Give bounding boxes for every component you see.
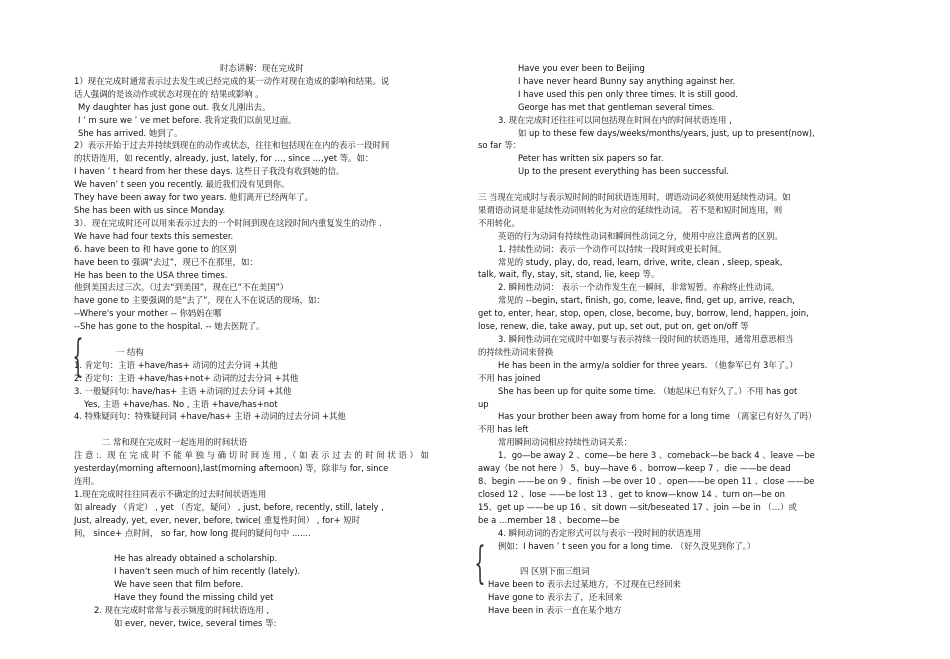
left-text-line: 1）现在完成时通常表示过去发生或已经完成的某一动作对现在造成的影响和结果。说 (74, 75, 390, 86)
right-text-line: 果谓语动词是非延续性动词则转化为对应的延续性动词。 若不是和短时间连用，则 (478, 204, 783, 215)
left-text-line: 他到美国去过三次。（过去“到美国”，现在已“不在美国”） (74, 282, 289, 293)
left-text-line: I ’ m sure we ’ ve met before. 我肯定我们以前见过面。 (78, 114, 297, 125)
left-text-line (74, 540, 472, 553)
right-text-line: He has been in the army/a soldier for three years. （他参军已有 3年了。） (498, 359, 798, 370)
left-text-line: 话人强调的是该动作或状态对现在的 结果或影响 。 (74, 88, 264, 99)
right-text-line: closed 12 、lose ——be lost 13 、get to know—know 14 、turn on—be on (478, 488, 785, 499)
right-text-line: Have you ever been to Beijing (518, 63, 645, 73)
left-text-line: They have been away for two years. 他们离开已经两年了。 (74, 192, 313, 203)
right-text-line: 三 当现在完成时与表示短时间的时间状语连用时，谓语动词必须使用延续性动词。如 (478, 192, 791, 203)
right-text-line (478, 178, 870, 191)
left-text-line: 4. 特殊疑问句：特殊疑问词 +have/has+ 主语 +动词的过去分词 +其他 (74, 411, 346, 422)
left-text-line: have gone to 主要强调的是“去了”，现在人不在说话的现场，如： (74, 295, 325, 306)
right-text-line: away（be not here ） 5、buy—have 6 、borrow—keep 7 、die ——be dead (478, 463, 791, 474)
left-text-line: have been to 强调“去过”，现已不在那里，如： (74, 256, 258, 267)
right-text-line: 的持续性动词来替换 (478, 346, 554, 357)
right-text-line: get to, enter, hear, stop, open, close, become, buy, borrow, lend, happen, join, (478, 308, 809, 319)
left-text-line: 1. 肯定句：主语 +have/has+ 动词的过去分词 +其他 (74, 359, 278, 370)
left-text-line: We have seen that film before. (114, 579, 244, 590)
right-column (478, 62, 870, 617)
left-text-line: Yes, 主语 +have/has. No , 主语 +have/has+not (84, 398, 278, 409)
right-text-line: Up to the present everything has been successful. (518, 166, 730, 177)
right-text-line: 如 up to these few days/weeks/months/years, just, up to present(now), (518, 127, 815, 138)
left-column (74, 62, 472, 630)
right-text-line: 1. 持续性动词：表示一个动作可以持续一段时间或更长时间。 (498, 243, 727, 254)
right-text-line: 不用 has left (478, 424, 529, 435)
right-text-line: 四 区别下面三组词 (520, 566, 590, 577)
right-text-line: 常见的 study, play, do, read, learn, drive, write, clean , sleep, speak, (498, 256, 783, 267)
left-text-line: 如 already （肯定） , yet （否定，疑问） , just, before, recently, still, lately , (74, 501, 384, 512)
left-text-line: We have had four texts this semester. (74, 230, 234, 241)
left-text-line (74, 333, 472, 346)
left-text-line: I haven't seen much of him recently (lately). (114, 566, 301, 577)
left-text-line: I haven ’ t heard from her these days. 这些日子我没有收到她的信。 (74, 166, 345, 177)
right-text-line: 不用转化。 (478, 217, 520, 228)
left-text-line: She has arrived. 她到了。 (78, 127, 183, 138)
left-text-line: 3）．现在完成时还可以用来表示过去的一个时间到现在这段时间内重复发生的动作 . (74, 217, 382, 228)
left-text-line: He has already obtained a scholarship. (114, 553, 278, 564)
right-text-line: talk, wait, fly, stay, sit, stand, lie, keep 等。 (478, 269, 660, 280)
right-text-line: 15、get up ——be up 16 、sit down —sit/beseated 17 、join —be in （…）或 (478, 501, 797, 512)
left-text-line: 3. 一般疑问句: have/has+ 主语 +动词的过去分词 +其他 (74, 385, 292, 396)
left-text-line: 间， since+ 点时间， so far, how long 提问的疑问句中 ....... (74, 527, 311, 538)
right-text-line: 3. 瞬间性动词在完成时中如要与表示持续一段时间的状语连用，通常用意思相当 (498, 334, 794, 345)
left-text-line: 连用。 (74, 475, 100, 486)
left-text-line: --She has gone to the hospital. -- 她去医院了。 (74, 321, 265, 332)
right-text-line: lose, renew, die, take away, put up, set out, put on, get on/off 等 (478, 321, 749, 332)
right-text-line: 不用 has joined (478, 372, 541, 383)
left-text-line: She has been with us since Monday. (74, 204, 226, 215)
right-text-line: 例如：I haven ’ t seen you for a long time. （好久没见到你了。） (498, 540, 756, 551)
right-text-line: I have never heard Bunny say anything against her. (518, 75, 736, 86)
left-text-line: My daughter has just gone out. 我女儿刚出去。 (78, 101, 271, 112)
right-text-line: 常用瞬间动词相应持续性动词关系： (498, 437, 632, 448)
right-text-line: Have been in 表示一直在某个地方 (488, 605, 622, 616)
left-text-line: 二 常和现在完成时一起连用的时间状语 (102, 437, 248, 448)
right-text-line: 常见的 --begin, start, finish, go, come, leave, find, get up, arrive, reach, (498, 295, 795, 306)
right-text-line: so far 等： (478, 140, 522, 151)
left-text-line: yesterday(morning afternoon),last(morning afternoon) 等，除非与 for, since (74, 463, 389, 474)
left-text-line: We haven’ t seen you recently. 最近我们没有见到你。 (74, 179, 290, 190)
left-text-line: 一 结构 (116, 346, 144, 357)
left-text-line: --Where's your mother -- 你妈妈在哪 (74, 308, 222, 319)
right-text-line: I have used this pen only three times. It is still good. (518, 88, 738, 99)
left-text-line: Have they found the missing child yet (114, 592, 274, 603)
comparison-bracket: { (474, 538, 486, 589)
right-text-line: 英语的行为动词有持续性动词和瞬间性动词之分，使用中应注意两者的区别。 (498, 230, 783, 241)
right-text-line (478, 552, 870, 565)
left-text-line: 1.现在完成时往往同表示不确定的过去时间状语连用 (74, 488, 267, 499)
right-text-line: Have gone to 表示去了，还未回来 (488, 592, 623, 603)
left-text-line: 时态讲解：现在完成时 (220, 63, 304, 73)
right-text-line: Has your brother been away from home for a long time （离家已有好久了吗） (498, 411, 817, 422)
left-text-line (74, 423, 472, 436)
right-text-line: She has been up for quite some time. （她起床已有好久了。）不用 has got (498, 385, 798, 396)
right-text-line: 1、go—be away 2 、come—be here 3 、comeback—be back 4 、leave —be (498, 450, 815, 461)
right-text-line: be a …member 18 、become—be (478, 514, 620, 525)
left-text-line: 2）表示开始于过去并持续到现在的动作或状态，往往和包括现在在内的表示一段时间 (74, 140, 390, 151)
left-text-line: 6. have been to 和 have gone to 的区别 (74, 243, 237, 254)
right-text-line: Peter has written six papers so far. (518, 153, 664, 164)
left-text-line: Just, already, yet, ever, never, before, twice( 重复性时间） , for+ 短时 (74, 514, 361, 525)
right-text-line: Have been to 表示去过某地方，不过现在已经回来 (488, 579, 681, 590)
right-text-line: 4. 瞬间动词的否定形式可以与表示一段时间的状语连用 (498, 527, 702, 538)
left-text-line: 的状语连用，如 recently, already, just, lately, for …, since …,yet 等。如： (74, 153, 374, 164)
right-text-line: 2. 瞬间性动词： 表示一个动作发生在一瞬间，非常短暂。亦称终止性动词。 (498, 282, 780, 293)
structure-bracket: { (72, 331, 84, 382)
right-text-line: George has met that gentleman several times. (518, 101, 715, 112)
right-text-line: up (478, 398, 489, 409)
left-text-line: He has been to the USA three times. (74, 269, 228, 280)
right-text-line: 8、begin ——be on 9 、finish —be over 10 、open——be open 11 、close ——be (478, 475, 815, 486)
right-text-line: 3. 现在完成时还往往可以同包括现在时间在内的时间状语连用 , (498, 114, 732, 125)
left-text-line: 2. 否定句：主语 +have/has+not+ 动词的过去分词 +其他 (74, 372, 299, 383)
left-text-line: 注 意 :．现 在 完 成 时 不 能 单 独 与 确 切 时 间 连 用 ，（ 如 表 示 过 去 的 时 间 状 语 ） 如 (74, 450, 429, 461)
left-text-line: 2. 现在完成时常常与表示频度的时间状语连用 , (94, 605, 270, 616)
left-text-line: 如 ever, never, twice, several times 等: (114, 617, 277, 628)
